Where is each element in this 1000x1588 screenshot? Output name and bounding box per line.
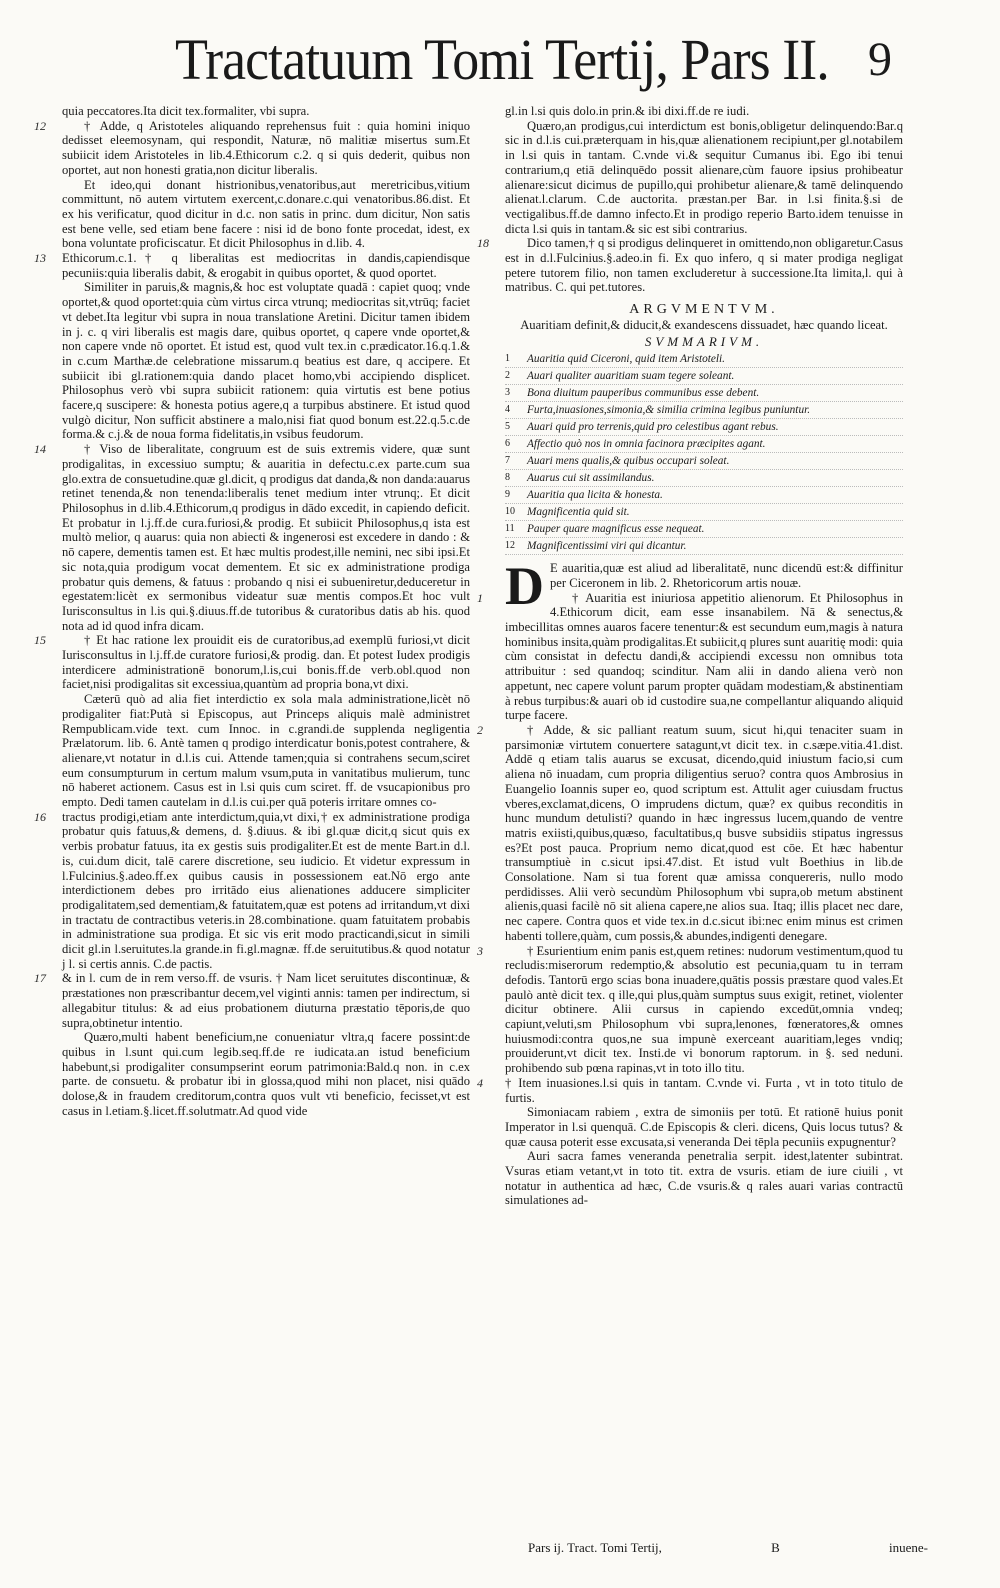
paragraph-text: † Adde, q Aristoteles aliquando reprehensus fuit : quia homini iniquo dedisset eleemosynam, qui respondit, Naturæ, nō malitiæ misertus sum.Et subiicit idem Aristoteles in lib.4.Ethicorum c.2. q si quis dederit, quibus non oportet, aut non honesti gratia,non dicitur liberalis. <box>62 118 470 177</box>
paragraph-text: † Viso de liberalitate, congruum est de suis extremis videre, quæ sunt prodigalitas, in excessiuo sumptu; & auaritia in defectu.c.ex parte.cum sua glo.extra de consuetudine.quæ gl.dicit, q prodigus dat danda,& non danda:auarus retinet tenenda,& non tenenda:liberalis tenet medium inter vtrunq;. Et dicit Philosophus in d.lib.4.Ethicorum,q prodigus in dādo excedit, in capiendo deficit. Et probatur in l.j.ff.de cura.furiosi,& prodig. Et subiicit Philosophus,q ista est multò melior, q auarus: quia non abiecti & ingenerosi est excedere in dando : & nō capere, dementis tamen est. Et hæc multis prodest,ille nemini, nec sibi ipsi.Et sic nota,quia prodigum vocat dementem. Et sic ex administratione prodiga probatur quis demens, & fatuus : probando q nisi ei subueniretur,deduceretur in egestatem:licèt ex sermonibus videatur suæ mentis compos.Et hoc vult Iurisconsultus in l.is qui.§.diuus.ff.de tutoribus & curatoribus datis ab his. quod nota ad id quod infra dicam. <box>62 442 470 633</box>
sheet-mark: B <box>771 1540 780 1555</box>
summary-item <box>505 368 903 385</box>
page-number: 9 <box>868 33 892 86</box>
paragraph <box>477 1075 903 1105</box>
margin-note-number: 14 <box>34 442 46 457</box>
margin-note-number: 1 <box>477 590 483 605</box>
summary-item <box>505 538 903 555</box>
paragraph <box>505 104 903 119</box>
margin-note-number: 2 <box>477 722 483 737</box>
paragraph-text: † Adde, & sic palliant reatum suum, sicut hi,qui tenaciter suam in parsimoniæ virtutem conuertere satagunt,vt dicit tex. in c.sæpe.vitia.41.dist. Addē q etiam talis auarus se excusat, dicendo,quid iniustum facio,si cum aliena nō inuadam, cum propria diligentius seruo? contra quos Ambrosius in Euangelio Ioannis super eo, quod scriptum est. Attulit ager cuiusdam fructus vberes,exclamat,dicens, O imprudens dictum, quæ? ex quibus reconditis in hunc mundum detulisti? quando in hæc ingressus lucem,quando de ventre matris exiisti,quibus,quæso, facultatibus,q busve subsidiis stipatus ingressus es?Et post pauca. Proprium nemo dicat,quod est cōe. Et hæc habentur transumptiuè in c.sicut ipsi.47.dist. Et istud vult Boethius in lib.de Consolatione. Nam si tua forent quæ amissa conquereris, nullo modo perdidisses. Alii verò secundùm Philosophum vbi supra,ob metum abstinent alienis,quasi facilè nō sit aliena capere,ne alios sua. Itaq; illis placet nec dare, nec capere. Contra quos et vide tex.in d.c.sicut ibi:nec enim minus est crimen habenti tollere,quàm, cum possis,& abundes,indigenti denegare. <box>505 722 903 943</box>
paragraph <box>505 1149 903 1208</box>
paragraph <box>34 809 470 972</box>
paragraph <box>34 442 470 633</box>
argument-text: Auaritiam definit,& diducit,& exandescens dissuadet, hæc quando liceat. <box>520 317 888 332</box>
summary-item-text: Auari mens qualis,& quibus occupari soleat. <box>527 455 730 468</box>
page-header <box>0 22 1000 102</box>
paragraph <box>477 722 903 944</box>
paragraph-text: Simoniacam rabiem , extra de simoniis per totū. Et rationē huius ponit Imperator in l.si quenquā. C.de Episcopis & cleri. dicens, Quis locus tutus? & quæ causa poterit esse excusata,si veneranda Dei tēpla pecuniis expugnentur? <box>505 1105 903 1149</box>
summary-item <box>505 436 903 453</box>
paragraph-text: † Et hac ratione lex prouidit eis de curatoribus,ad exemplū furiosi,vt dicit Iurisconsultus in l.j.ff.de curatore furiosi,& prodig. dan. Et potest Iudex prodigis interdicere administrationē bonorum,l.is,cui bonis.ff.de verb.obl.quod non faciet,nisi prodigalitas sit excessiua,quantùm ad propria bona,vt dixi. <box>62 633 470 692</box>
margin-note-number: 13 <box>34 251 46 266</box>
summary-item-number: 3 <box>505 387 510 399</box>
summary-item-text: Auari quid pro terrenis,quid pro celestibus agant rebus. <box>527 421 779 434</box>
paragraph <box>34 118 470 178</box>
paragraph-text: † Item inuasiones.l.si quis in tantam. C.vnde vi. Furta , vt in toto titulo de furtis. <box>505 1075 903 1105</box>
paragraph-text: Dico tamen,† q si prodigus delinqueret in omittendo,non obligaretur.Casus est in d.l.Fulcinius.§.adeo.in fi. Ex quo infero, q si mater prodiga negligat petere tutorem filio, non tamen excluderetur à successione.Ita limita,l. qui à matribus. C. qui pet.tutores. <box>505 236 904 295</box>
summary-item-number: 10 <box>505 506 515 518</box>
right-column <box>477 104 904 1208</box>
chapter-opening <box>505 556 903 617</box>
summary-list <box>505 351 903 555</box>
paragraph <box>34 971 470 1030</box>
paragraph-text: quia peccatores.Ita dicit tex.formaliter, vbi supra. <box>62 104 310 118</box>
paragraph-text: Ethicorum.c.1.† q liberalitas est mediocritas in dandis,capiendisque pecuniis:quia liberalis dabit, & erogabit in quibus oportet, & quod oportet. <box>62 251 470 280</box>
summary-item <box>505 402 903 419</box>
summary-item <box>505 504 903 521</box>
paragraph <box>477 943 903 1076</box>
paragraph <box>62 1030 470 1118</box>
summary-item-number: 2 <box>505 370 510 382</box>
paragraph <box>34 633 470 692</box>
paragraph-text: gl.in l.si quis dolo.in prin.& ibi dixi.ff.de re iudi. <box>505 104 750 118</box>
signature-line: Pars ij. Tract. Tomi Tertij, <box>528 1540 662 1555</box>
paragraph <box>505 119 903 237</box>
left-column <box>34 104 470 1119</box>
paragraph-text: † Esurientium enim panis est,quem retines: nudorum vestimentum,quod tu recludis:miserorum redemptio,& absolutio est pecunia,quam tu in terram defodis. Tantorū ergo scias bona inuadere,quātis possis præstare quod vales.Et paulò antè dicit tex. q ille,qui plus,quàm sumptus suus exigit, retinet, violenter dicitur obtinere. Alii cursus in capiendo excedūt,omnia vndeq; capiunt,veluti,sm Philosophum vbi supra,lenones, fœneratores,& omnes huiusmodi:contra quos,ne sua impunè exerceant auaritiam,leges vndiq; prouiderunt,vt dicit tex. Insti.de vi bonorum raptorum. in §. sed neduni. prohibendo sub pœna rapinas,vt in toto illo titu. <box>505 943 903 1076</box>
paragraph-text: & in l. cum de in rem verso.ff. de vsuris. † Nam licet seruitutes discontinuæ, & præstationes non præscribantur decem,vel viginti annis: tamen per indirectum, si allegabitur titulus: & ad eius probationem diuturna præstatio tēporis,de quo supra,obtinetur intentio. <box>62 971 470 1030</box>
margin-note-number: 16 <box>34 809 46 824</box>
summary-item-text: Magnificentissimi viri qui dicantur. <box>527 540 687 553</box>
drop-cap: D <box>505 556 544 617</box>
summary-item-number: 9 <box>505 489 510 501</box>
catchword: inuene- <box>889 1540 928 1555</box>
margin-note-number: 18 <box>477 236 489 251</box>
summary-item-text: Affectio quò nos in omnia facinora præcipites agant. <box>527 438 766 451</box>
paragraph-text: Similiter in paruis,& magnis,& hoc est voluptate quadā : capiet quoq; vnde oportet,& quod oportet:quia cùm virtus circa vtrunq; mediocritas sit,vtrūq; faciet vt debet.Ita legitur vbi supra in noua translatione Aretini. Dicitur tamen ibidem in j. c. q viri liberalis est magis dare, quibus oportet, q capere vnde oportet,& non capere vnde nō oportet. Et istud est, quod vult tex.in c.prædicator.16.q.1.& in c.cum Marthæ.de celebratione missarum.q beatius est dare, q accipere. Et subiicit ibi gl.rationem:quia dando placet homo,vbi accipiendo displicet. Philosophus verò vbi supra subiicit rationem: quia virtutis est bene potius facere,q suscipere: & honesta potius agere,q a turpibus abstinere. Et istud quod vulgò dicitur, Non sufficit abstinere a malo,nisi fiat quod bonum est.22.q.5.c.de forma.& c.j.& de noua forma fidelitatis,in vsibus feudorum. <box>62 280 470 442</box>
summary-item-number: 4 <box>505 404 510 416</box>
paragraph <box>505 1105 903 1149</box>
summary-item-number: 11 <box>505 523 515 535</box>
summary-item-text: Bona diuitum pauperibus communibus esse debent. <box>527 387 760 400</box>
summary-heading: SVMMARIVM. <box>644 333 764 349</box>
paragraph-text: Cæterū quò ad alia fiet interdictio ex sola mala administratione,licèt nō prodigaliter fiat:Putà si Episcopus, aut Princeps aliquis malè administret Rempublicam.vide text. cum Innoc. in c.grandi.de supplenda negligentia Prælatorum. lib. 6. Antè tamen q prodigo interdicatur bonis,potest contrahere, & alienare,vt notatur in d.l.is cui. Attende tamen;quia si contrahens secum,sciret eum consumpturum in certum malum vsum,puta in vanitatibus mulierum, tunc nō haberet actionem. Casus est in l.si quis cum sciret. ff. de vsucapionibus pro empto. Dedi tamen cautelam in d.l.is cui.per quā poteris irritare omnes co- <box>62 692 470 810</box>
margin-note-number: 4 <box>477 1075 483 1090</box>
margin-note-number: 15 <box>34 633 46 648</box>
summary-item-number: 1 <box>505 353 510 365</box>
paragraph-text: tractus prodigi,etiam ante interdictum,quia,vt dixi,† ex administratione prodiga probatur quis fatuus,& demens, d. §.diuus. & ibi gl.quæ dicit,q sicut quis ex verbis probatur fatuus, ita ex gestis suis prodigaliter.Et est de mente Bart.in d.l. is, cui.dum dicit, talē carere discretione, seu iudicio. Et videtur expressum in l.Fulcinius.§.adeo.ff.ex quibus causis in possessionem eat.Nō ergo ante interdictionem debes pro irritādo eius alienationes adducere simpliciter prodigalitatem,sed dementiam,& fatuitatem,quæ est potens ad irritandum,vt dixi in tractatu de contractibus veteris.in 28.combinatione. quam fatuitatem probabis in administratione sua prodiga. Et sic vis erit modo practicandi,sicut in simili dicit gl.in l.seruitutes.la grande.in fi.gl.magnæ. ff.de seruitutibus.& quod notatur j l. si certis annis. C.de pactis. <box>62 809 470 971</box>
paragraph <box>62 178 470 252</box>
paragraph-text: Et ideo,qui donant histrionibus,venatoribus,aut meretricibus,vitium committunt, nō autem virtutem exercent,c.donare.c.qui venatoribus.86.dist. Et ex his verificatur, quod dicitur in d.c. non satis in princ. dum dicitur, Non satis est bene velle, sed etiam bene facere : nisi id de bono fonte procedat, idest, ex bona voluntate proficiscatur. Et dicit Philosophus in d.lib. 4. <box>62 177 470 251</box>
summary-item-text: Pauper quare magnificus esse nequeat. <box>527 523 705 536</box>
margin-note-number: 3 <box>477 943 483 958</box>
summary-item-text: Furta,inuasiones,simonia,& similia crimina legibus puniuntur. <box>527 404 811 417</box>
margin-note-number: 12 <box>34 118 46 133</box>
summary-item <box>505 487 903 504</box>
margin-note-number: 17 <box>34 971 46 986</box>
paragraph-text: Auri sacra fames veneranda penetralia serpit. idest,latenter subintrat. Vsuras etiam vetant,vt in toto tit. extra de vsuris. etiam de iure ciuili , vt notatur in authentica ad hæc, C.de vsuris.& q rales auari varias contractū simulationes ad- <box>505 1149 903 1208</box>
paragraph-text: Quæro,multi habent beneficium,ne conueniatur vltra,q facere possint:de quibus in l.sunt qui.cum legib.seq.ff.de re iudicata.an istud beneficium habebunt,si prodigaliter consumpserint eorum patrimonia:Bald.q non. in c.ex parte. de consuetu. & probatur ibi in glossa,quod mihi non placet, nisi quādo dolose,& in fraudem creditorum,contra quos vult vti beneficio, fecisset,vt est casus in l.etiam.§.licet.ff.solutmatr.Ad quod vide <box>62 1030 470 1118</box>
paragraph <box>62 104 470 119</box>
chapter-intro: E auaritia,quæ est aliud ad liberalitatē, nunc dicendū est:& diffinitur per Ciceronem in lib. 2. Rhetoricorum artis nouæ. <box>550 561 903 590</box>
summary-item-number: 8 <box>505 472 510 484</box>
summary-item-number: 5 <box>505 421 510 433</box>
summary-item-text: Auaritia quid Ciceroni, quid item Aristoteli. <box>527 353 726 366</box>
summary-item <box>505 453 903 470</box>
summary-item-number: 7 <box>505 455 510 467</box>
summary-item-text: Auari qualiter auaritiam suam tegere soleant. <box>527 370 735 383</box>
paragraph <box>62 692 470 810</box>
summary-item-text: Auarus cui sit assimilandus. <box>527 472 655 485</box>
summary-item <box>505 470 903 487</box>
paragraph <box>62 280 470 442</box>
paragraph <box>477 590 903 723</box>
summary-item <box>505 385 903 402</box>
summary-item-text: Magnificentia quid sit. <box>527 506 630 519</box>
argument-heading: ARGVMENTVM. <box>629 302 779 318</box>
summary-item-text: Auaritia qua licita & honesta. <box>527 489 663 502</box>
paragraph-text: Quæro,an prodigus,cui interdictum est bonis,obligetur delinquendo:Bar.q sic in d.l.is cui.præterquam in his,quæ alienationem recipiunt,per gl.notabilem in l.si quis in tantam. C.vnde vi.& sequitur Cumanus ibi. Ego ibi tenui contrarium,q etiā delinquēdo possit alienare,cùm fauore ipsius prohibeatur alienare:sicut dicimus de pupillo,qui prohibetur alienare,& tamē delinquendo alienat.l.clarum. C.de auctorita. præstan.per Bar. in l.si finita.§.si de vectigalibus.ff.de damno infecto.Et in prodigo reperio Barto.idem tenuisse in dicta l.si quis in tantam.& sic est sibi contrarius. <box>505 118 903 236</box>
running-title: Tractatuum Tomi Tertij, Pars II. <box>175 27 829 92</box>
summary-item-number: 12 <box>505 540 515 552</box>
summary-item <box>505 419 903 436</box>
right-column-top <box>477 104 904 295</box>
page-footer <box>528 1540 928 1556</box>
paragraph <box>34 251 470 280</box>
summary-item <box>505 351 903 368</box>
paragraph <box>477 236 904 295</box>
right-column-body <box>477 590 903 1209</box>
paragraph-text: † Auaritia est iniuriosa appetitio alienorum. Et Philosophus in 4.Ethicorum dicit, eam esse insanabilem. Nā & senectus,& imbecillitas omnes auaros facere tenentur:& est secundum eum,magis à natura hominibus insita,quàm prodigalitas.Et subiicit,q plures sunt auaritię modi: quia cùm consistat in defectu dandi,& accipiendi excessu non omnibus tota attribuitur : sed quandoq; scinditur. Nam alii in dando aliena verò non appetunt, nec capere volunt parum propter quādam modestiam,& abstinentiam à rebus turpibus:& auari ob id custodire sua,ne compellantur aliquando aliquid turpe facere. <box>505 590 903 723</box>
summary-item-number: 6 <box>505 438 510 450</box>
summary-item <box>505 521 903 538</box>
